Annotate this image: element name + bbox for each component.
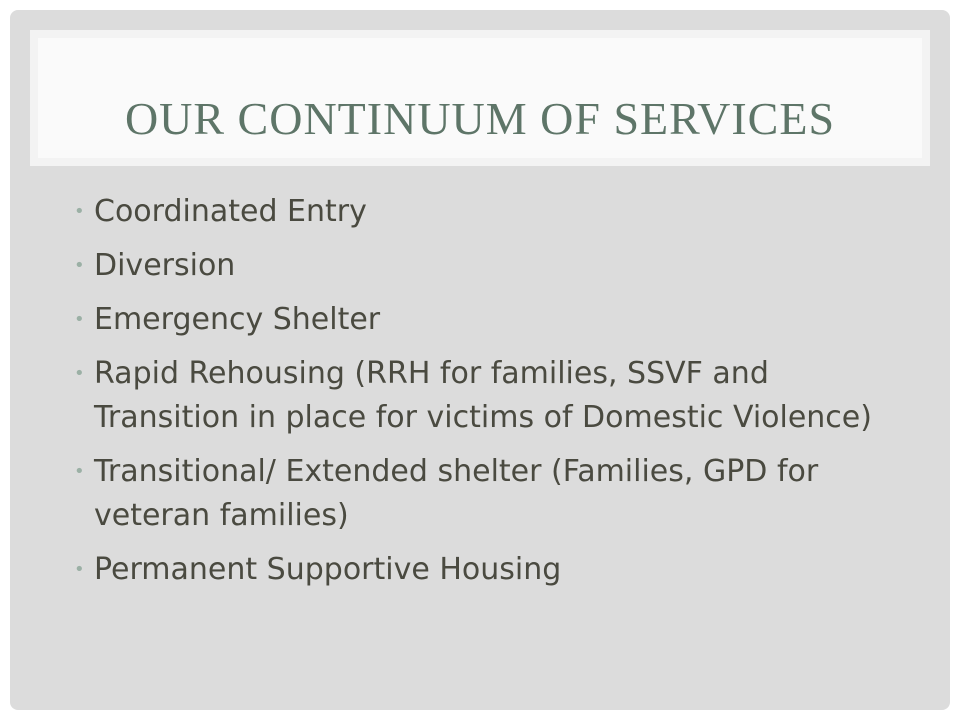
list-item <box>74 450 914 538</box>
slide-title: OUR CONTINUUM OF SERVICES <box>124 93 836 144</box>
bullet-icon: • <box>74 363 85 384</box>
bullet-text: Coordinated Entry <box>94 194 367 229</box>
list-item <box>74 548 914 592</box>
list-item <box>74 298 914 342</box>
list-item <box>74 244 914 288</box>
bullet-text: Emergency Shelter <box>94 302 381 337</box>
bullet-list <box>74 190 914 602</box>
list-item <box>74 352 914 440</box>
bullet-icon: • <box>74 255 85 276</box>
bullet-icon: • <box>74 559 85 580</box>
bullet-icon: • <box>74 461 85 482</box>
bullet-text: Transitional/ Extended shelter (Families, GPD for veteran families) <box>94 454 819 533</box>
slide <box>10 10 950 710</box>
list-item <box>74 190 914 234</box>
bullet-icon: • <box>74 201 85 222</box>
bullet-text: Rapid Rehousing (RRH for families, SSVF and Transition in place for victims of Domestic Violence) <box>94 356 872 435</box>
bullet-icon: • <box>74 309 85 330</box>
title-frame <box>30 30 930 166</box>
bullet-text: Permanent Supportive Housing <box>94 552 562 587</box>
bullet-text: Diversion <box>94 248 236 283</box>
